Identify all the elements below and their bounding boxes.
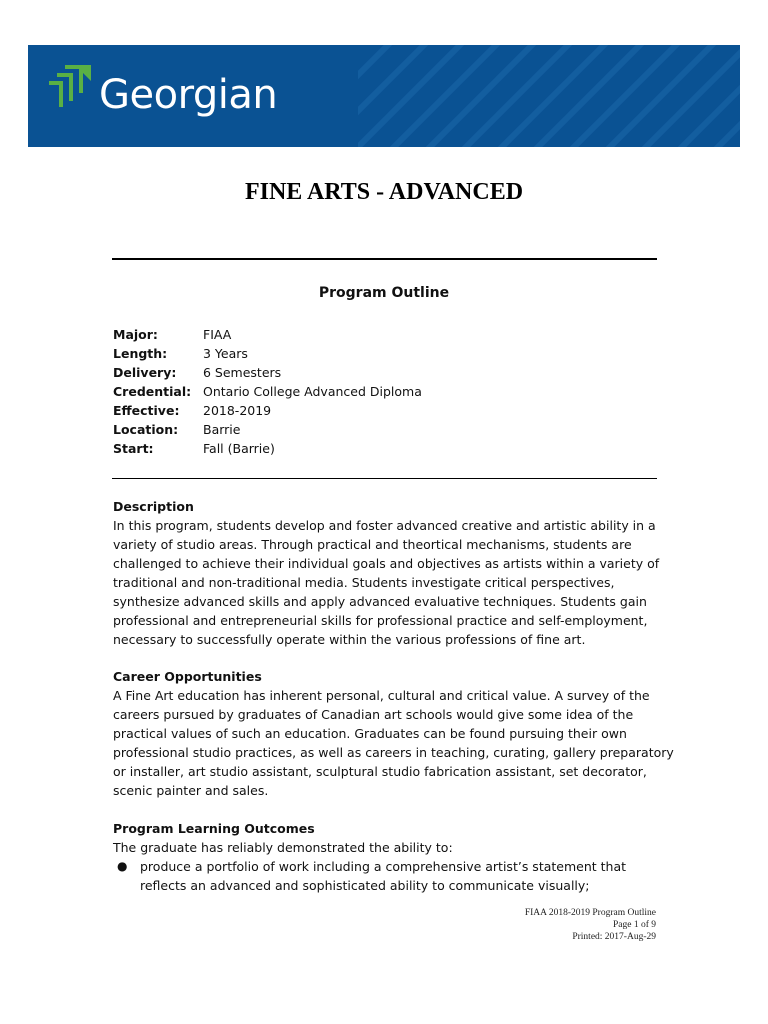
text-line: reflects an advanced and sophisticated ability to communicate visually; — [140, 878, 590, 893]
info-row-delivery — [113, 363, 633, 382]
text-line: variety of studio areas. Through practical and theortical mechanisms, students are — [113, 537, 632, 552]
text-line: professional and entrepreneurial skills for professional practice and self-employment, — [113, 613, 648, 628]
footer-outline-label: FIAA 2018-2019 Program Outline — [524, 908, 656, 918]
info-row-location — [113, 420, 633, 439]
text-line: professional studio practices, as well as careers in teaching, curating, gallery preparatory — [113, 745, 674, 760]
info-label: Credential: — [113, 384, 192, 399]
bullet-icon: ● — [117, 859, 128, 873]
description-text — [113, 516, 658, 649]
footer-page-number: Page 1 of 9 — [612, 920, 656, 930]
info-row-start — [113, 439, 633, 458]
text-line: or installer, art studio assistant, sculptural studio fabrication assistant, set decorator, — [113, 764, 647, 779]
footer-printed-date: Printed: 2017-Aug-29 — [572, 932, 656, 942]
info-value: 2018-2019 — [203, 403, 272, 418]
outcome-bullet — [113, 857, 658, 895]
text-line: necessary to successfully operate within the various professions of fine art. — [113, 632, 586, 647]
text-line: synthesize advanced skills and apply advanced evaluative techniques. Students gain — [113, 594, 647, 609]
info-value: 3 Years — [203, 346, 248, 361]
info-label: Start: — [113, 441, 154, 456]
text-line: scenic painter and sales. — [113, 783, 269, 798]
info-value: Fall (Barrie) — [203, 441, 275, 456]
divider-top — [112, 258, 657, 260]
careers-text — [113, 686, 674, 800]
text-line: challenged to achieve their individual goals and objectives as artists within a variety of — [113, 556, 660, 571]
info-value: FIAA — [203, 327, 232, 342]
text-line: A Fine Art education has inherent personal, cultural and critical value. A survey of the — [113, 688, 650, 703]
info-row-effective — [113, 401, 633, 420]
info-label: Major: — [113, 327, 158, 342]
description-section — [113, 497, 658, 649]
info-row-credential — [113, 382, 633, 401]
text-line: careers pursued by graduates of Canadian art schools would give some idea of the — [113, 707, 634, 722]
info-label: Length: — [113, 346, 168, 361]
text-line: traditional and non-traditional media. Students investigate critical perspectives, — [113, 575, 615, 590]
info-label: Delivery: — [113, 365, 177, 380]
info-row-major — [113, 325, 633, 344]
description-heading: Description — [113, 499, 194, 514]
text-line: produce a portfolio of work including a comprehensive artist’s statement that — [140, 859, 627, 874]
divider-middle — [112, 478, 657, 479]
text-line: practical values of such an education. Graduates can be found pursuing their own — [113, 726, 627, 741]
info-value: 6 Semesters — [203, 365, 282, 380]
outcomes-intro: The graduate has reliably demonstrated the ability to: — [113, 840, 453, 855]
info-label: Effective: — [113, 403, 180, 418]
page-footer — [525, 907, 656, 943]
program-info — [113, 325, 633, 458]
outcomes-heading: Program Learning Outcomes — [113, 821, 315, 836]
careers-heading: Career Opportunities — [113, 669, 262, 684]
text-line: In this program, students develop and foster advanced creative and artistic ability in a — [113, 518, 656, 533]
info-row-length — [113, 344, 633, 363]
outcomes-section — [113, 819, 658, 895]
info-value: Ontario College Advanced Diploma — [203, 384, 422, 399]
georgian-logo-icon — [47, 63, 93, 109]
brand-name: Georgian — [99, 72, 278, 118]
info-value: Barrie — [203, 422, 241, 437]
info-label: Location: — [113, 422, 179, 437]
careers-section — [113, 667, 674, 800]
header-banner — [28, 45, 740, 147]
document-title: FINE ARTS - ADVANCED — [244, 179, 524, 205]
outline-heading: Program Outline — [318, 285, 450, 301]
